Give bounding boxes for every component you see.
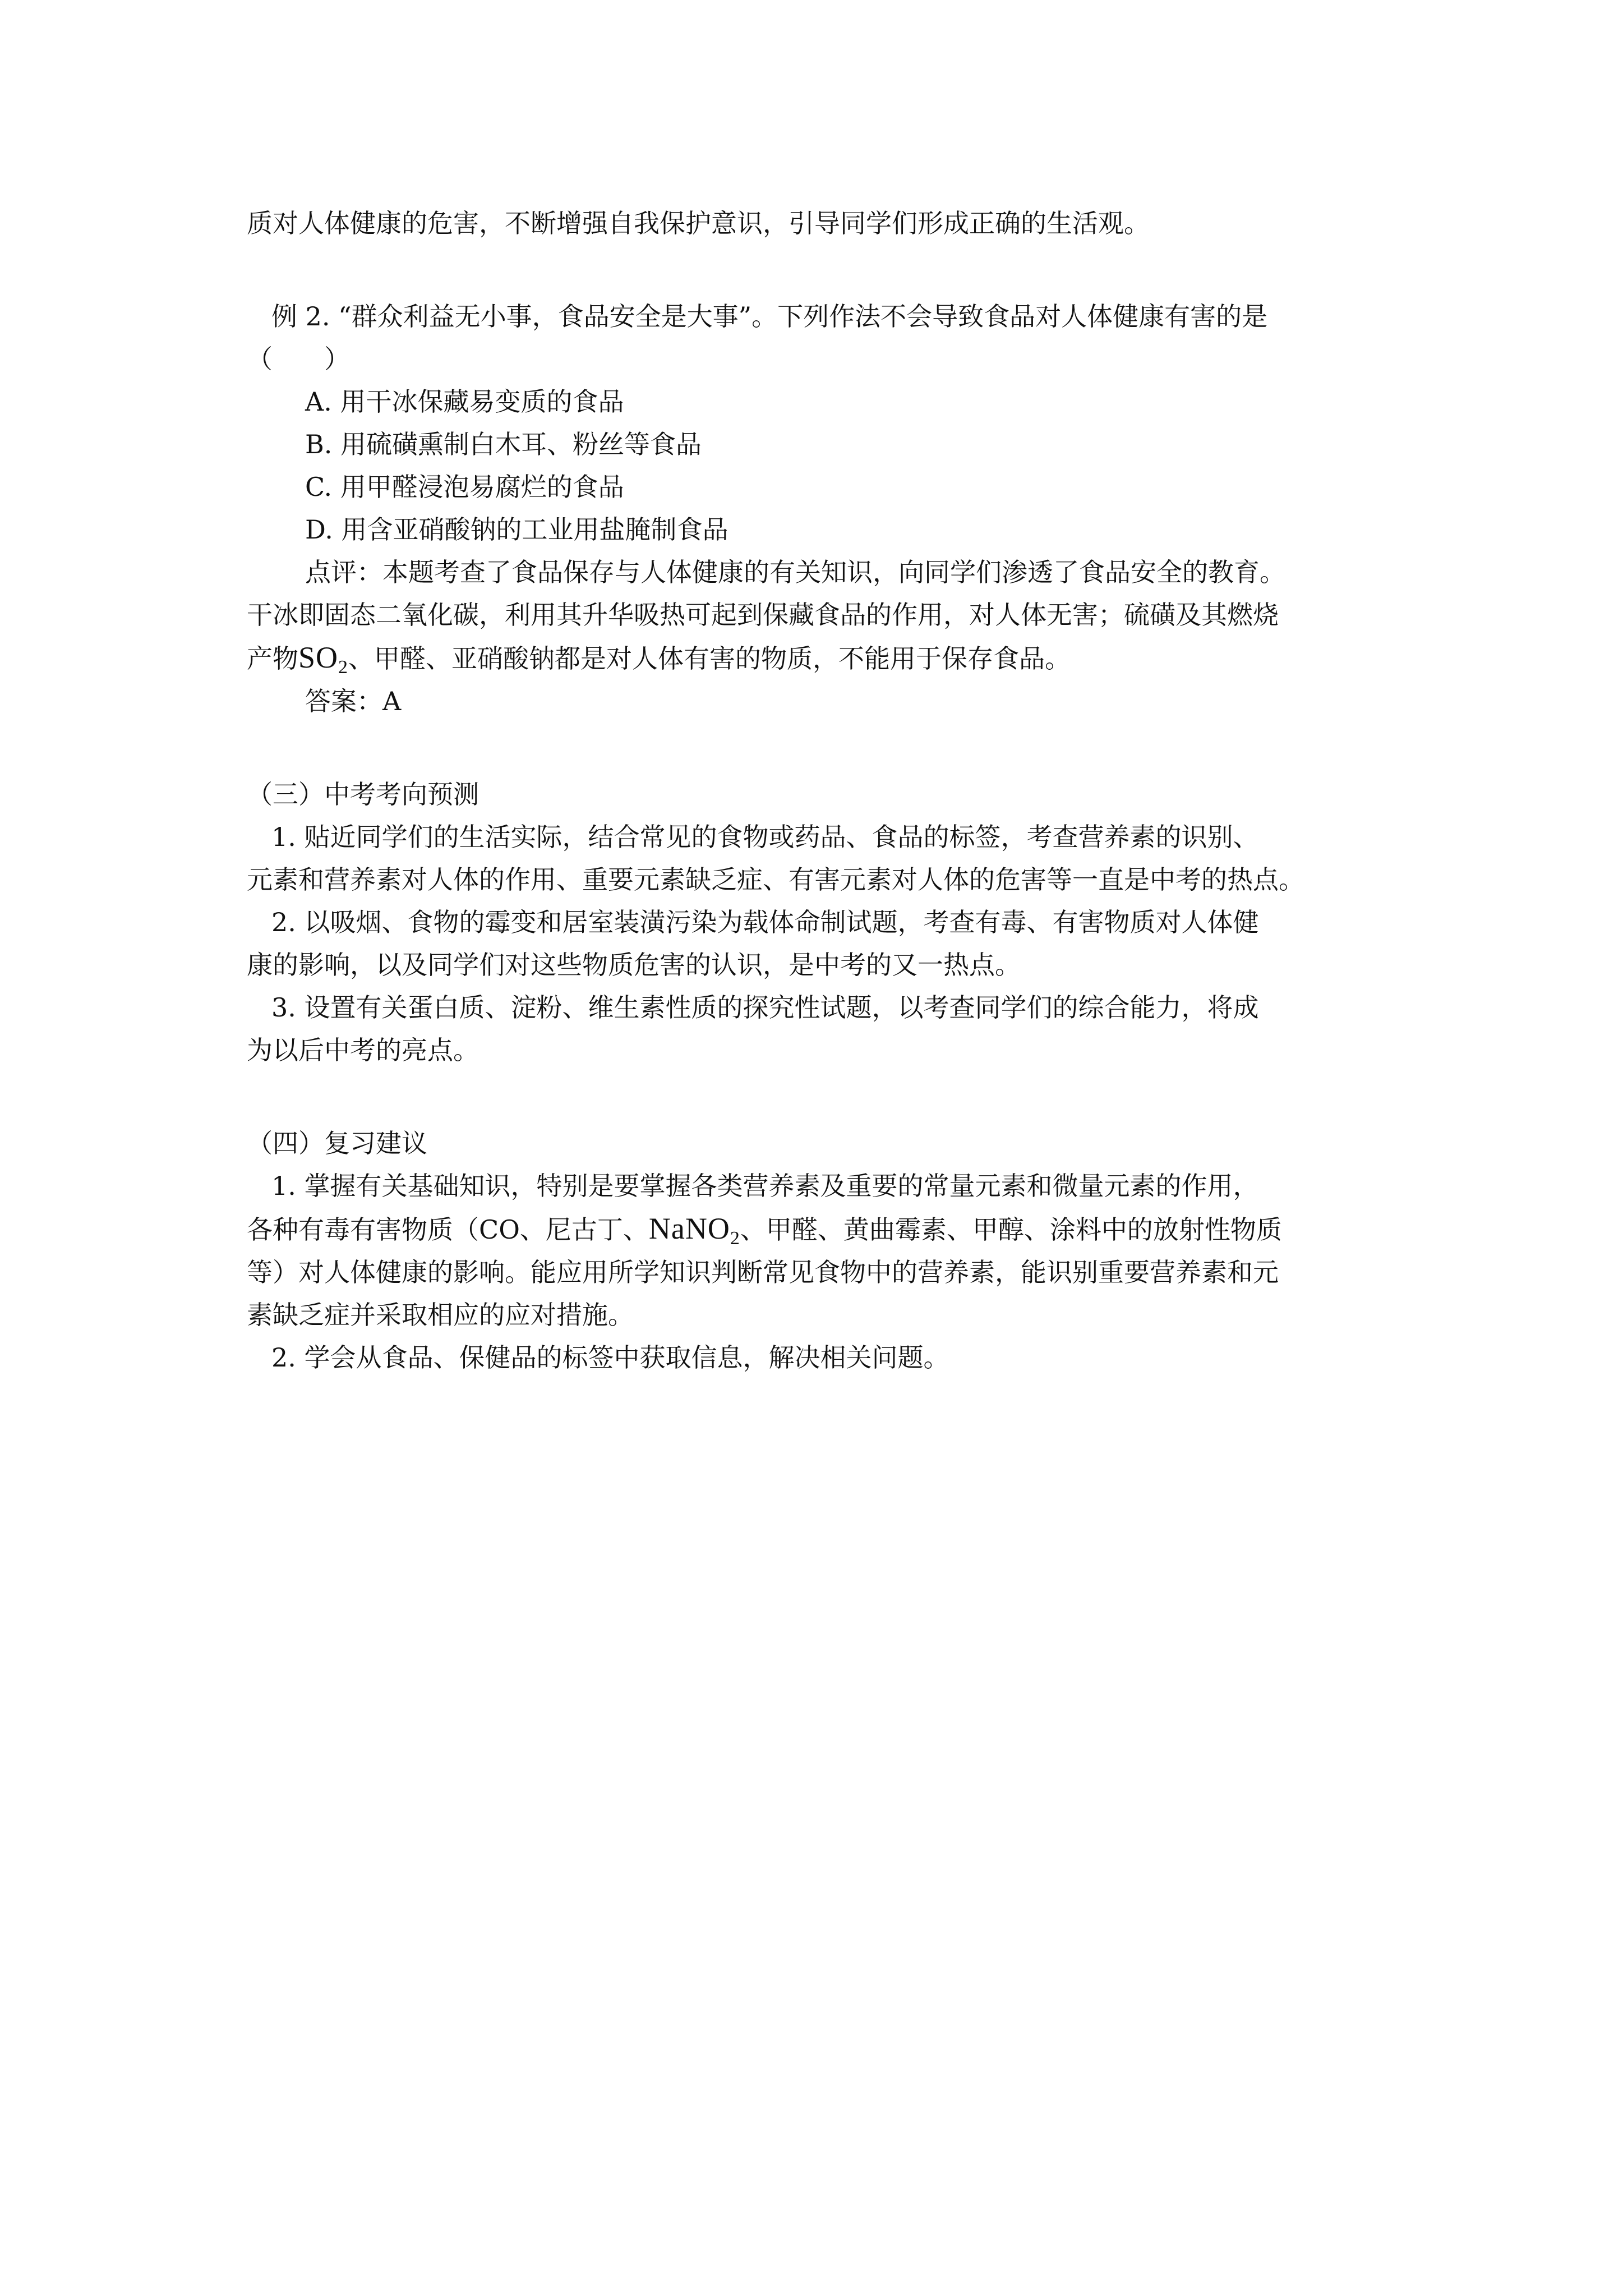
formula-so2 bbox=[298, 641, 349, 678]
section3-item2-line1: 2. 以吸烟、食物的霉变和居室装潢污染为载体命制试题，考查有毒、有害物质对人体健 bbox=[271, 907, 1259, 937]
section4-item2: 2. 学会从食品、保健品的标签中获取信息，解决相关问题。 bbox=[271, 1342, 949, 1373]
item1-text-prefix: 各种有毒有害物质（CO、尼古丁、 bbox=[247, 1214, 649, 1245]
example2-option-c: C. 用甲醛浸泡易腐烂的食品 bbox=[305, 472, 624, 502]
comment-text-prefix: 产物 bbox=[247, 643, 298, 674]
example2-comment-line3 bbox=[247, 636, 1402, 680]
formula-base: NaNO bbox=[648, 1212, 730, 1245]
formula-subscript: 2 bbox=[730, 1228, 740, 1249]
example2-comment-line1: 点评：本题考查了食品保存与人体健康的有关知识，向同学们渗透了食品安全的教育。 bbox=[305, 557, 1285, 587]
item1-text-suffix: 、甲醛、黄曲霉素、甲醇、涂料中的放射性物质 bbox=[740, 1214, 1282, 1245]
section3-item1-line1: 1. 贴近同学们的生活实际，结合常见的食物或药品、食品的标签，考查营养素的识别、 bbox=[271, 822, 1259, 852]
example2-option-d: D. 用含亚硝酸钠的工业用盐腌制食品 bbox=[305, 514, 728, 545]
section3-item3-line1: 3. 设置有关蛋白质、淀粉、维生素性质的探究性试题，以考查同学们的综合能力，将成 bbox=[271, 992, 1259, 1023]
spacer bbox=[247, 245, 1402, 295]
section4-item1-line3: 等）对人体健康的影响。能应用所学知识判断常见食物中的营养素，能识别重要营养素和元 bbox=[247, 1257, 1279, 1287]
intro-continuation: 质对人体健康的危害，不断增强自我保护意识，引导同学们形成正确的生活观。 bbox=[247, 208, 1150, 238]
section3-title: （三）中考考向预测 bbox=[247, 779, 479, 809]
section3-item3-line2: 为以后中考的亮点。 bbox=[247, 1035, 479, 1065]
section4-title: （四）复习建议 bbox=[247, 1128, 427, 1158]
formula-nano2 bbox=[648, 1212, 740, 1249]
section4-item1-line1: 1. 掌握有关基础知识，特别是要掌握各类营养素及重要的常量元素和微量元素的作用， bbox=[271, 1171, 1259, 1201]
formula-subscript: 2 bbox=[338, 657, 349, 678]
comment-text-suffix: 、甲醛、亚硝酸钠都是对人体有害的物质，不能用于保存食品。 bbox=[348, 643, 1071, 674]
example2-comment-line2: 干冰即固态二氧化碳，利用其升华吸热可起到保藏食品的作用，对人体无害；硫磺及其燃烧 bbox=[247, 600, 1279, 630]
document-body bbox=[247, 202, 1402, 1379]
section4-item1-line2 bbox=[247, 1207, 1402, 1251]
example2-question-line2: （ ） bbox=[247, 344, 350, 374]
section3-item2-line2: 康的影响，以及同学们对这些物质危害的认识，是中考的又一热点。 bbox=[247, 950, 1021, 980]
formula-base: SO bbox=[298, 641, 339, 674]
example2-answer: 答案：A bbox=[305, 686, 402, 716]
spacer bbox=[247, 1071, 1402, 1122]
example2-option-a: A. 用干冰保藏易变质的食品 bbox=[305, 386, 624, 417]
spacer bbox=[247, 723, 1402, 773]
example2-option-b: B. 用硫磺熏制白木耳、粉丝等食品 bbox=[305, 429, 702, 459]
example2-question-line1: 例 2. “群众利益无小事，食品安全是大事”。下列作法不会导致食品对人体健康有害的是 bbox=[271, 301, 1268, 332]
section3-item1-line2: 元素和营养素对人体的作用、重要元素缺乏症、有害元素对人体的危害等一直是中考的热点。 bbox=[247, 864, 1304, 895]
section4-item1-line4: 素缺乏症并采取相应的应对措施。 bbox=[247, 1300, 634, 1330]
